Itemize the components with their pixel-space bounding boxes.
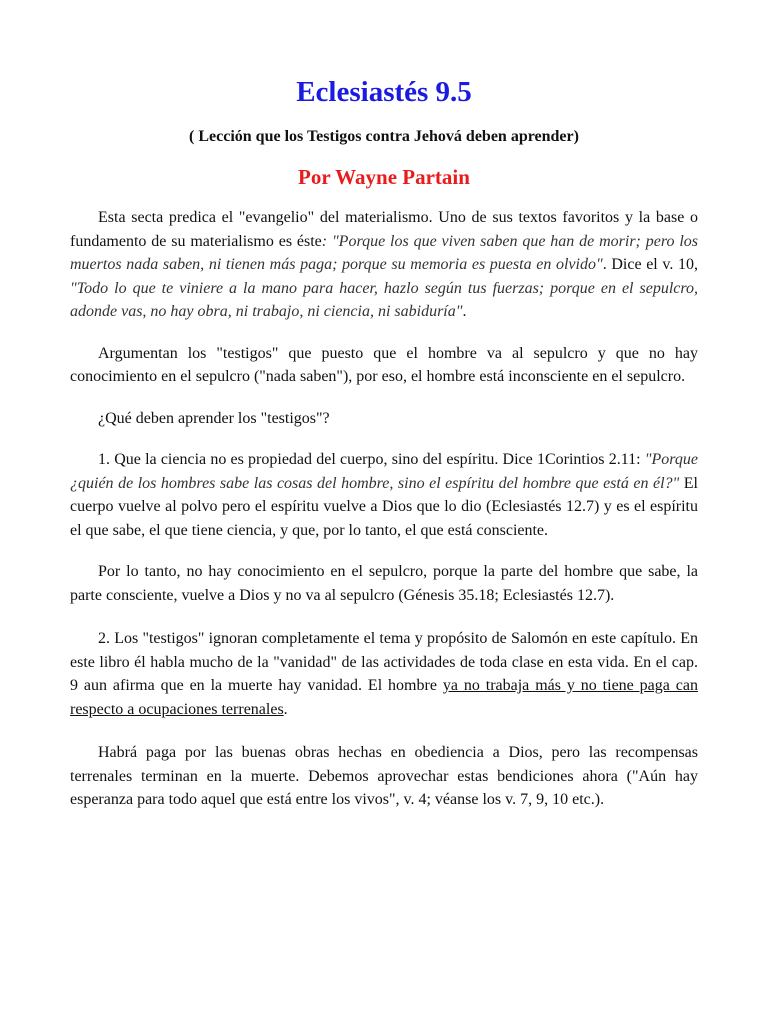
- paragraph-intro: [70, 206, 698, 324]
- paragraph-intro-text-2: . Dice el v. 10,: [602, 256, 698, 273]
- paragraph-reward: Habrá paga por las buenas obras hechas en obediencia a Dios, pero las recompensas terrenales terminan en la muerte. Debemos aprovechar estas bendiciones ahora ("Aún hay esperanza para todo aquel que está entre los vivos", v. 4; véanse los v. 7, 9, 10 etc.).: [70, 744, 698, 808]
- paragraph-point-1-text-2: El cuerpo vuelve al polvo pero el espíritu vuelve a Dios que lo dio (Eclesiastés 12.7) y es el espíritu el que sabe, el que tiene ciencia, y que, por lo tanto, el que está consciente.: [70, 474, 699, 539]
- paragraph-point-2-text-2: .: [283, 700, 288, 718]
- quote-1-corinthians-2-11: "Porque ¿quién de los hombres sabe las cosas del hombre, sino el espíritu del hombre que está en él?": [70, 451, 698, 492]
- paragraph-conclusion: Por lo tanto, no hay conocimiento en el sepulcro, porque la parte del hombre que sabe, la parte consciente, vuelve a Dios y no va al sepulcro (Génesis 35.18; Eclesiastés 12.7).: [70, 563, 698, 604]
- paragraph-intro-text-3: .: [462, 303, 467, 320]
- underlined-phrase: ya no trabaja más y no tiene paga can respecto a ocupaciones terrenales: [70, 677, 698, 718]
- paragraph-point-1-text: 1. Que la ciencia no es propiedad del cuerpo, sino del espíritu. Dice 1Corintios 2.11:: [98, 451, 645, 468]
- quote-ecclesiastes-9-5: : "Porque los que viven saben que han de morir; pero los muertos nada saben, ni tienen más paga; porque su memoria es puesta en olvido": [70, 232, 699, 273]
- document-subtitle: ( Lección que los Testigos contra Jehová deben aprender): [189, 128, 579, 145]
- document-title: Eclesiastés 9.5: [296, 76, 472, 108]
- quote-ecclesiastes-9-10: "Todo lo que te viniere a la mano para hacer, hazlo según tus fuerzas; porque en el sepulcro, adonde vas, no hay obra, ni trabajo, ni ciencia, ni sabiduría": [70, 279, 698, 320]
- document-author: Por Wayne Partain: [298, 165, 470, 189]
- paragraph-point-1: [70, 448, 698, 542]
- paragraph-question: ¿Qué deben aprender los "testigos"?: [98, 409, 330, 427]
- paragraph-argument: Argumentan los "testigos" que puesto que el hombre va al sepulcro y que no hay conocimiento en el sepulcro ("nada saben"), por eso, el hombre está inconsciente en el sepulcro.: [70, 344, 698, 385]
- paragraph-point-2: [70, 627, 698, 721]
- paragraph-point-2-text: 2. Los "testigos" ignoran completamente el tema y propósito de Salomón en este capítulo. En este libro él habla mucho de la "vanidad" de las actividades de toda clase en esta vida. En el cap. 9 aun afirma que en la muerte hay vanidad. El hombre: [70, 630, 698, 694]
- paragraph-intro-text: Esta secta predica el "evangelio" del materialismo. Uno de sus textos favoritos y la base o fundamento de su materialismo es éste: [70, 209, 698, 250]
